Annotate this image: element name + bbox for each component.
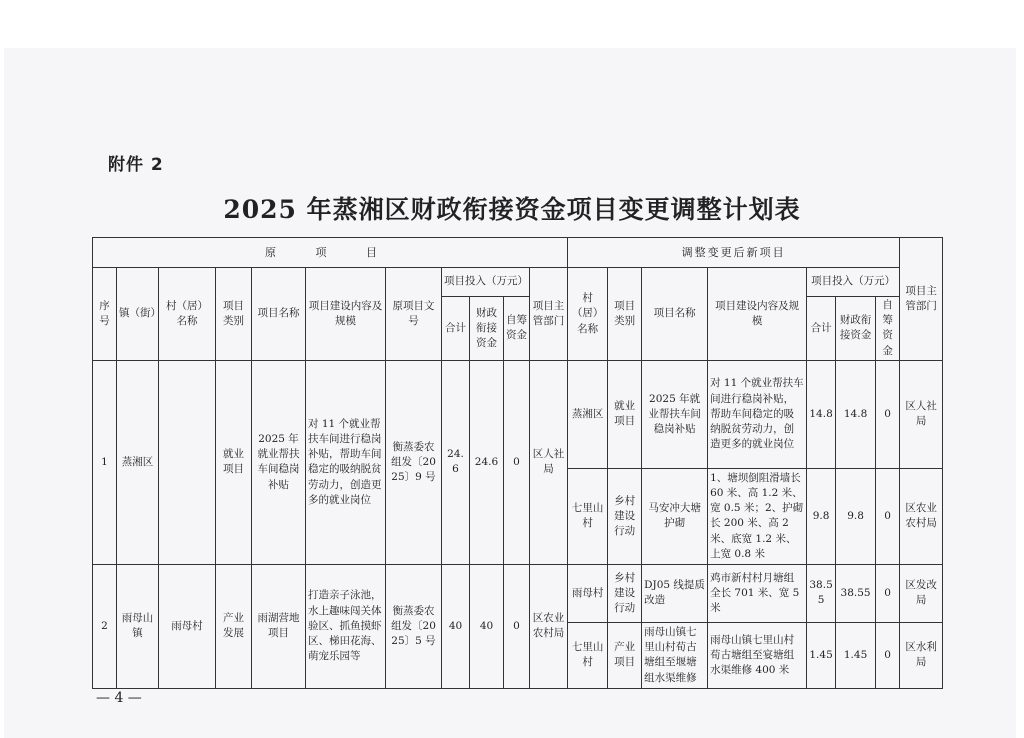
row2b-content: 雨母山镇七里山村荀古塘组至宴塘组水渠维修 400 米 xyxy=(708,622,807,688)
header-new-content: 项目建设内容及规模 xyxy=(708,268,807,361)
document-title: 2025 年蒸湘区财政衔接资金项目变更调整计划表 xyxy=(223,195,801,224)
row2a-content: 鸡市新村村月塘组全长 701 米、宽 5 米 xyxy=(708,564,807,622)
header-village: 村（居）名称 xyxy=(159,268,216,361)
row1-town: 蒸湘区 xyxy=(117,360,159,564)
row1-category: 就业项目 xyxy=(216,360,252,564)
row2a-fiscal: 38.55 xyxy=(836,564,876,622)
row2b-fiscal: 1.45 xyxy=(836,622,876,688)
header-new-village: 村（居）名称 xyxy=(568,268,608,361)
header-name: 项目名称 xyxy=(252,268,306,361)
new-project-header: 调整变更后新项目 xyxy=(568,238,900,268)
row1-content: 对 11 个就业帮扶车间进行稳岗补贴，帮助车间稳定的吸纳脱贫劳动力，创造更多的就业岗位 xyxy=(306,360,386,564)
row1b-total: 9.8 xyxy=(807,468,836,564)
row2-seq: 2 xyxy=(93,564,117,688)
row2b-dept: 区水利局 xyxy=(900,622,943,688)
row1-total: 24.6 xyxy=(442,360,470,564)
row2-total: 40 xyxy=(442,564,470,688)
header-new-name: 项目名称 xyxy=(642,268,708,361)
page-number: — 4 — xyxy=(96,690,142,706)
header-total: 合计 xyxy=(442,297,470,361)
row1-self: 0 xyxy=(504,360,530,564)
header-new-fiscal: 财政衔接资金 xyxy=(836,297,876,361)
row2b-village: 七里山村 xyxy=(568,622,608,688)
table-row xyxy=(93,564,943,622)
row1-village xyxy=(159,360,216,564)
row2-self: 0 xyxy=(504,564,530,688)
row2a-village: 雨母村 xyxy=(568,564,608,622)
header-dept: 项目主管部门 xyxy=(530,268,568,361)
row2-village: 雨母村 xyxy=(159,564,216,688)
row1a-content: 对 11 个就业帮扶车间进行稳岗补贴，帮助车间稳定的吸纳脱贫劳动力，创造更多的就业岗位 xyxy=(708,360,807,468)
row2-dept: 区农业农村局 xyxy=(530,564,568,688)
row2b-self: 0 xyxy=(876,622,900,688)
row2a-self: 0 xyxy=(876,564,900,622)
header-new-invest: 项目投入（万元） xyxy=(807,268,900,297)
row2b-category: 产业项目 xyxy=(608,622,642,688)
header-new-self: 自筹资金 xyxy=(876,297,900,361)
header-new-total: 合计 xyxy=(807,297,836,361)
row2a-name: DJ05 线提质改造 xyxy=(642,564,708,622)
row2-town: 雨母山镇 xyxy=(117,564,159,688)
row1b-dept: 区农业农村局 xyxy=(900,468,943,564)
row1a-fiscal: 14.8 xyxy=(836,360,876,468)
attachment-label: 附件 2 xyxy=(108,155,164,175)
row1b-self: 0 xyxy=(876,468,900,564)
header-new-category: 项目类别 xyxy=(608,268,642,361)
row2a-category: 乡村建设行动 xyxy=(608,564,642,622)
header-content: 项目建设内容及规模 xyxy=(306,268,386,361)
row2b-name: 雨母山镇七里山村荀古塘组至堰塘组水渠维修 xyxy=(642,622,708,688)
header-doc: 原项目文号 xyxy=(386,268,442,361)
row1b-category: 乡村建设行动 xyxy=(608,468,642,564)
row1-seq: 1 xyxy=(93,360,117,564)
plan-table xyxy=(92,237,943,689)
row1b-content: 1、塘坝倒阻滑墙长 60 米、高 1.2 米、宽 0.5 米；2、护砌长 200 米、高 2 米、底宽 1.2 米、上宽 0.8 米 xyxy=(708,468,807,564)
header-category: 项目类别 xyxy=(216,268,252,361)
row1b-name: 马安冲大塘护砌 xyxy=(642,468,708,564)
row1a-total: 14.8 xyxy=(807,360,836,468)
row1b-village: 七里山村 xyxy=(568,468,608,564)
row2-doc: 衡蒸委农组发〔2025〕5 号 xyxy=(386,564,442,688)
header-self: 自筹资金 xyxy=(504,297,530,361)
row1a-dept: 区人社局 xyxy=(900,360,943,468)
row1a-category: 就业项目 xyxy=(608,360,642,468)
row1-dept: 区人社局 xyxy=(530,360,568,564)
row1b-fiscal: 9.8 xyxy=(836,468,876,564)
row1-doc: 衡蒸委农组发〔2025〕9 号 xyxy=(386,360,442,564)
row2-content: 打造亲子泳池，水上趣味闯关体验区、抓鱼摸虾区、梯田花海、萌宠乐园等 xyxy=(306,564,386,688)
header-new-dept: 项目主管部门 xyxy=(900,238,943,361)
header-town: 镇（街） xyxy=(117,268,159,361)
header-invest: 项目投入（万元） xyxy=(442,268,530,297)
row2a-total: 38.55 xyxy=(807,564,836,622)
row2-category: 产业发展 xyxy=(216,564,252,688)
row2-fiscal: 40 xyxy=(470,564,504,688)
row1-fiscal: 24.6 xyxy=(470,360,504,564)
row2a-dept: 区发改局 xyxy=(900,564,943,622)
table-row xyxy=(93,360,943,468)
row1a-name: 2025 年就业帮扶车间稳岗补贴 xyxy=(642,360,708,468)
original-project-header: 原 项 目 xyxy=(93,238,568,268)
row1a-self: 0 xyxy=(876,360,900,468)
header-seq: 序号 xyxy=(93,268,117,361)
row2b-total: 1.45 xyxy=(807,622,836,688)
row1a-village: 蒸湘区 xyxy=(568,360,608,468)
row2-name: 雨湖营地项目 xyxy=(252,564,306,688)
header-fiscal: 财政衔接资金 xyxy=(470,297,504,361)
row1-name: 2025 年就业帮扶车间稳岗补贴 xyxy=(252,360,306,564)
